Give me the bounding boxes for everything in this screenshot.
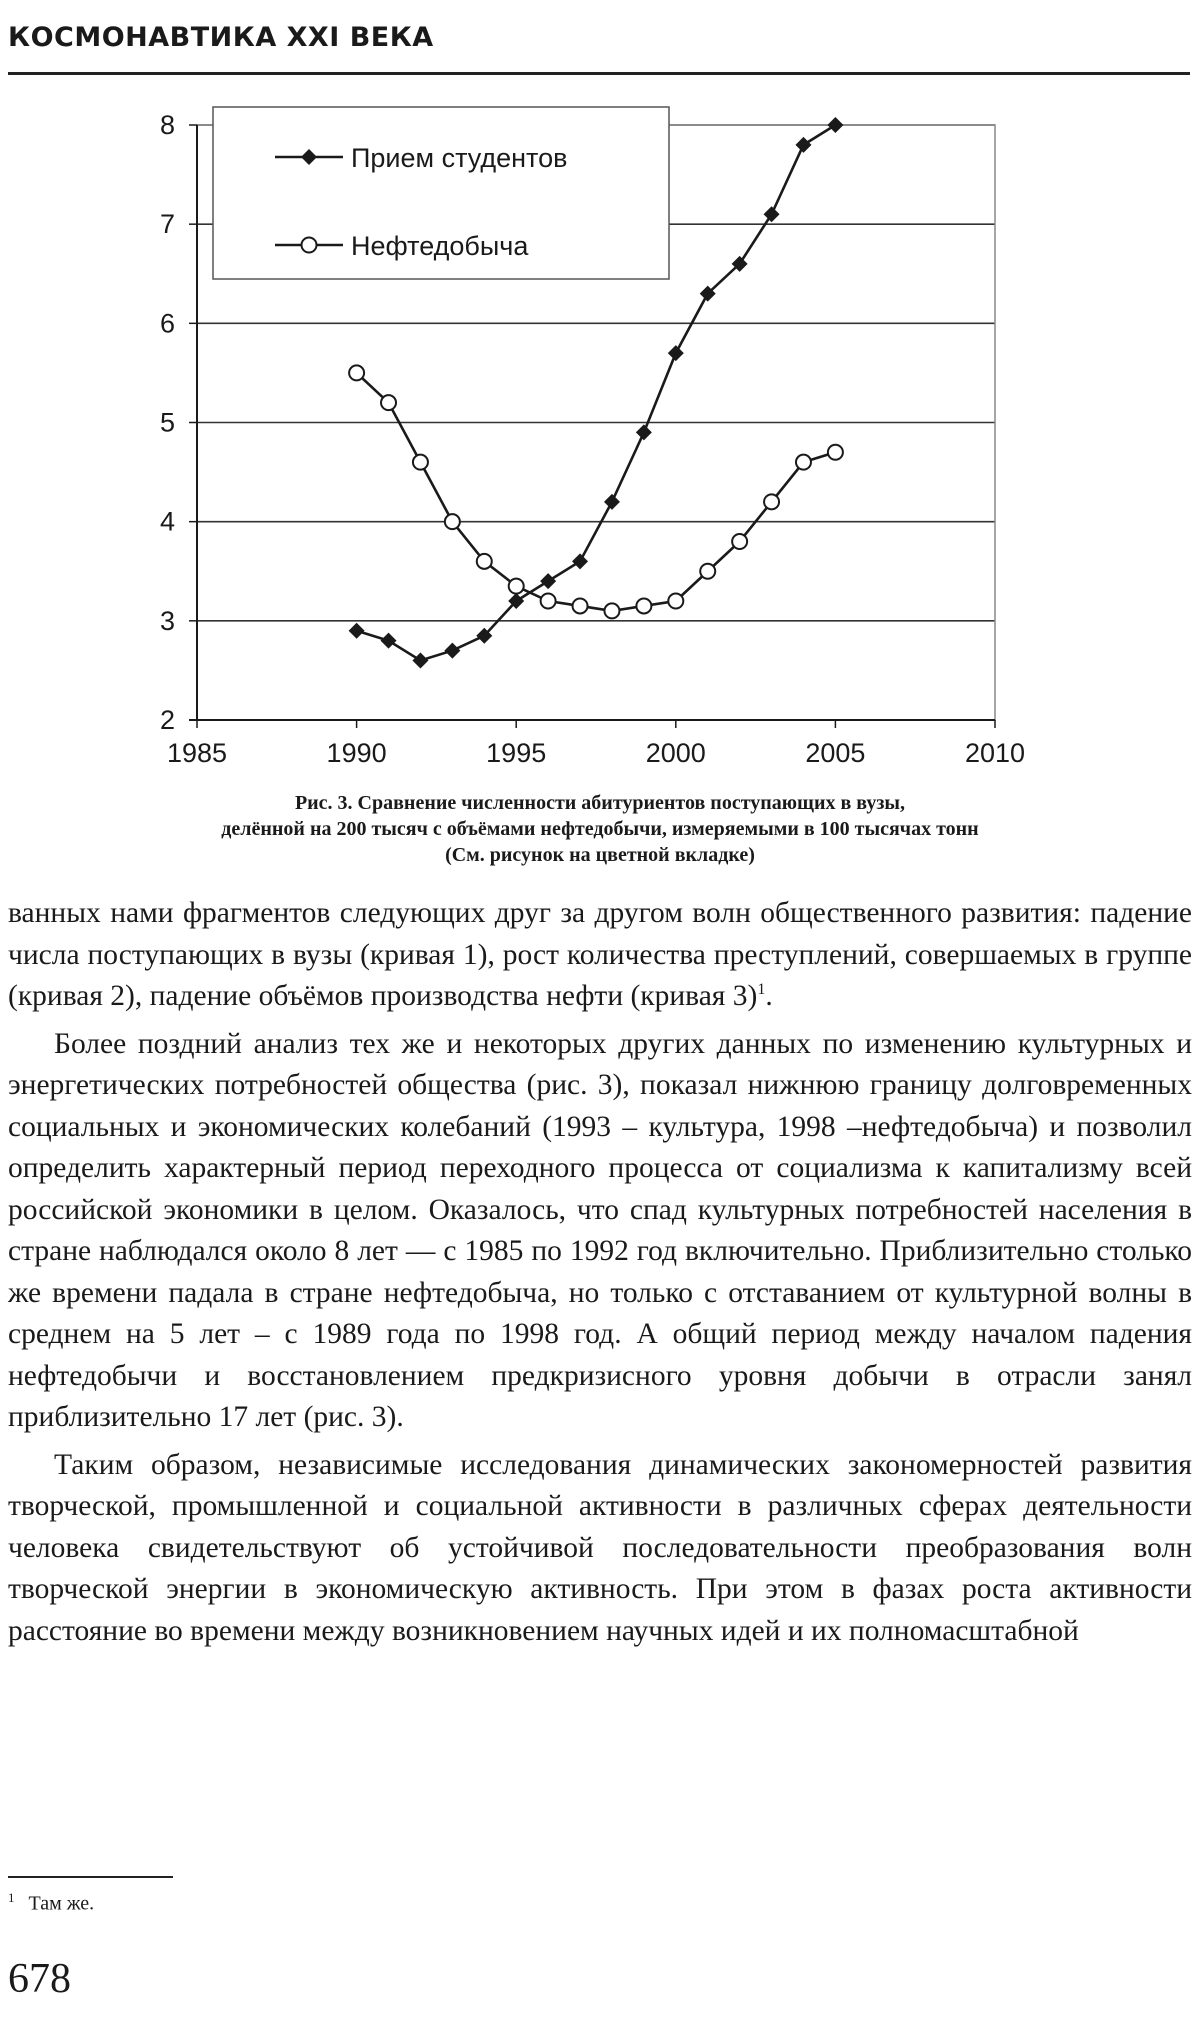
data-point (764, 206, 780, 222)
line-chart (0, 95, 1200, 785)
legend-label: Нефтедобыча (351, 231, 529, 261)
data-point (668, 594, 683, 609)
body-text (8, 893, 1192, 1652)
footnote-text: Там же. (28, 1892, 95, 1915)
y-tick-label: 7 (159, 209, 175, 240)
y-tick-label: 3 (159, 605, 175, 636)
x-tick-label: 1990 (326, 738, 387, 768)
x-tick-label: 2010 (964, 738, 1026, 768)
header-rule (8, 72, 1190, 75)
paragraph-2: Более поздний анализ тех же и некоторых других данных по изменению культурных и энергетических потребностей общества (рис. 3), показал нижнюю границу долговременных социальных и экономических колебаний (1993 – культура, 1998 –нефтедобыча) и позволил определить характерный период переходного процесса от социализма к капитализму всей российской экономики в целом. Оказалось, что спад культурных потребностей населения в стране наблюдался около 8 лет — с 1985 по 1992 год включительно. Приблизительно столько же времени падала в стране нефтедобыча, но только с отставанием от культурной волны в среднем на 5 лет – с 1989 года по 1998 год. А общий период между началом падения нефтедобычи и восстановлением предкризисного уровня добычи в отрасли занял приблизительно 17 лет (рис. 3). (8, 1027, 1192, 1433)
paragraph-1-text: ванных нами фрагментов следующих друг за другом волн общественного развития: падение числа поступающих в вузы (кривая 1), рост количества преступлений, совершаемых в группе (кривая 2), падение объёмов производства нефти (кривая 3) (8, 897, 1192, 1012)
data-point (636, 424, 652, 440)
x-tick-label: 1985 (166, 738, 228, 768)
data-point (604, 494, 620, 510)
data-point (604, 603, 619, 618)
paragraph-1 (8, 893, 1192, 1018)
running-header: КОСМОНАВТИКА XXI ВЕКА (8, 22, 434, 53)
y-tick-label: 5 (159, 407, 175, 438)
data-point (413, 455, 428, 470)
y-tick-label: 6 (159, 308, 175, 339)
y-tick-label: 8 (159, 110, 175, 140)
data-point (381, 395, 396, 410)
data-point (796, 455, 811, 470)
data-point (732, 534, 747, 549)
footnote (8, 1890, 94, 1916)
data-point (828, 445, 843, 460)
footnote-ref[interactable]: 1 (757, 981, 766, 999)
data-point (349, 623, 365, 639)
data-point (412, 653, 428, 669)
legend-label: Прием студентов (351, 143, 568, 173)
data-point (573, 598, 588, 613)
footnote-mark: 1 (8, 1890, 15, 1905)
data-point (541, 594, 556, 609)
y-tick-label: 2 (159, 705, 175, 735)
data-point (445, 514, 460, 529)
paragraph-1-end: . (765, 980, 773, 1012)
series-line (357, 373, 836, 611)
paragraph-3: Таким образом, независимые исследования динамических закономерностей развития творческой, промышленной и социальной активности в различных сферах деятельности человека свидетельствуют об устойчивой последовательности преобразования волн творческой энергии в экономическую активность. При этом в фазах роста активности расстояние во времени между возникновением научных идей и их полномасштабной (8, 1448, 1192, 1647)
caption-line-3: (См. рисунок на цветной вкладке) (445, 844, 755, 866)
data-point (636, 598, 651, 613)
chart-legend (213, 107, 669, 279)
x-tick-label: 1995 (486, 738, 547, 768)
y-tick-label: 4 (159, 506, 175, 537)
data-point (381, 633, 397, 649)
footnote-rule (8, 1876, 173, 1878)
data-point (795, 137, 811, 153)
data-point (444, 643, 460, 659)
data-point (302, 238, 317, 253)
x-tick-label: 2005 (805, 738, 866, 768)
data-point (700, 564, 715, 579)
data-point (509, 579, 524, 594)
series-2 (349, 365, 843, 618)
data-point (764, 494, 779, 509)
data-point (540, 573, 556, 589)
caption-line-2: делённой на 200 тысяч с объёмами нефтедобычи, измеряемыми в 100 тысячах тонн (221, 818, 979, 840)
data-point (572, 553, 588, 569)
data-point (477, 554, 492, 569)
data-point (827, 117, 843, 133)
data-point (349, 365, 364, 380)
page-number: 678 (8, 1956, 71, 2002)
data-point (668, 345, 684, 361)
caption-line-1: Рис. 3. Сравнение численности абитуриентов поступающих в вузы, (294, 792, 906, 814)
x-tick-label: 2000 (645, 738, 706, 768)
figure-caption (0, 790, 1200, 868)
